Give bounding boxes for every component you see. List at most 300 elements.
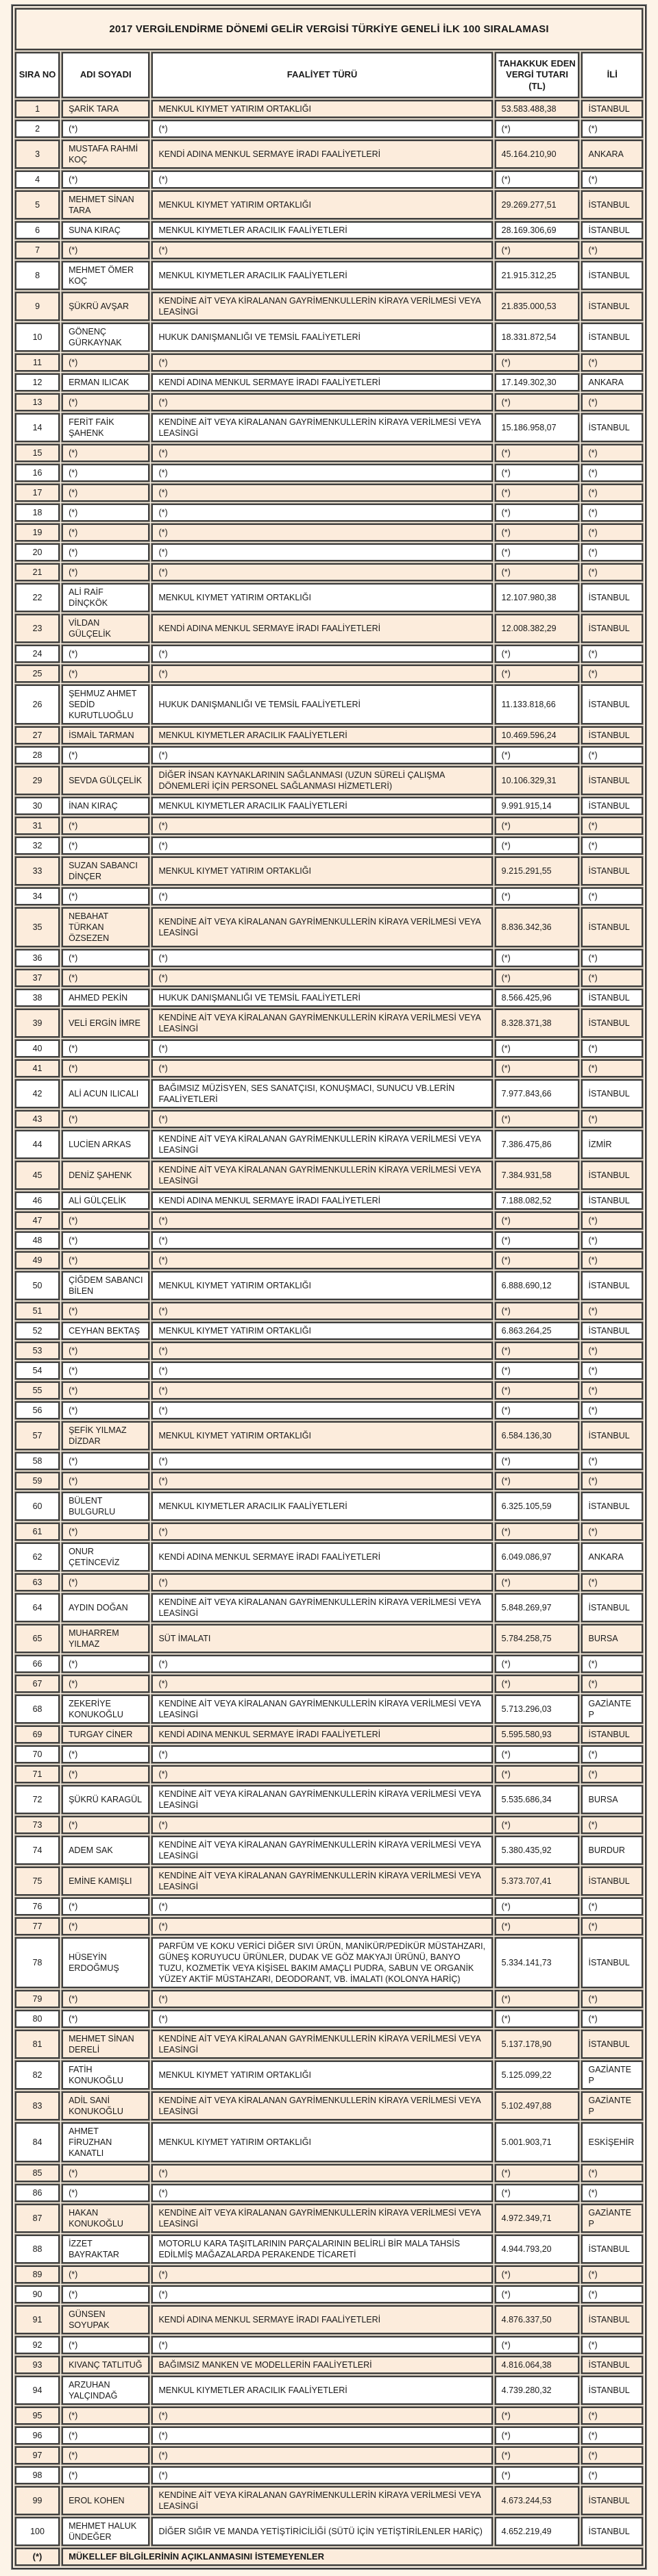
cell-ili: İSTANBUL — [581, 1009, 643, 1038]
table-row — [15, 797, 643, 815]
cell-ili: (*) — [581, 1059, 643, 1077]
table-row — [15, 614, 643, 643]
cell-ili: (*) — [581, 504, 643, 522]
cell-adi-soyadi: (*) — [62, 969, 149, 987]
cell-vergi-tutari: (*) — [495, 1059, 580, 1077]
table-row — [15, 1212, 643, 1229]
cell-adi-soyadi: FATİH KONUKOĞLU — [62, 2061, 149, 2089]
cell-sira-no: 77 — [15, 1917, 60, 1935]
cell-vergi-tutari: (*) — [495, 444, 580, 462]
cell-faaliyet-turu: (*) — [151, 1452, 492, 1470]
cell-ili: (*) — [581, 464, 643, 482]
cell-sira-no: 47 — [15, 1212, 60, 1229]
table-row — [15, 292, 643, 321]
cell-vergi-tutari: 4.673.244,53 — [495, 2486, 580, 2515]
cell-adi-soyadi: ŞÜKRÜ AVŞAR — [62, 292, 149, 321]
cell-faaliyet-turu: (*) — [151, 2285, 492, 2303]
cell-adi-soyadi: (*) — [62, 1523, 149, 1541]
cell-vergi-tutari: 21.835.000,53 — [495, 292, 580, 321]
cell-vergi-tutari: 53.583.488,38 — [495, 100, 580, 118]
table-row — [15, 583, 643, 612]
cell-sira-no: 48 — [15, 1231, 60, 1249]
cell-sira-no: 81 — [15, 2030, 60, 2059]
cell-faaliyet-turu: KENDİNE AİT VEYA KİRALANAN GAYRİMENKULLERİN KİRAYA VERİLMESİ VEYA LEASİNGİ — [151, 1867, 492, 1896]
cell-ili: (*) — [581, 1382, 643, 1399]
cell-faaliyet-turu: (*) — [151, 2427, 492, 2444]
table-row — [15, 685, 643, 724]
cell-faaliyet-turu: (*) — [151, 1472, 492, 1490]
cell-vergi-tutari: 5.137.178,90 — [495, 2030, 580, 2059]
page-title: 2017 VERGİLENDİRME DÖNEMİ GELİR VERGİSİ TÜRKİYE GENELİ İLK 100 SIRALAMASI — [15, 8, 643, 50]
cell-sira-no: 15 — [15, 444, 60, 462]
cell-sira-no: 53 — [15, 1342, 60, 1360]
cell-faaliyet-turu: MENKUL KIYMETLER ARACILIK FAALİYETLERİ — [151, 261, 492, 290]
table-row — [15, 1472, 643, 1490]
cell-vergi-tutari: (*) — [495, 1231, 580, 1249]
cell-ili: İSTANBUL — [581, 191, 643, 219]
cell-sira-no: 95 — [15, 2407, 60, 2425]
cell-ili: (*) — [581, 746, 643, 764]
cell-adi-soyadi: (*) — [62, 817, 149, 835]
table-row — [15, 543, 643, 561]
cell-vergi-tutari: (*) — [495, 837, 580, 855]
cell-vergi-tutari: (*) — [495, 241, 580, 259]
cell-ili: (*) — [581, 1231, 643, 1249]
cell-faaliyet-turu: (*) — [151, 1675, 492, 1693]
table-row — [15, 100, 643, 118]
cell-sira-no: 37 — [15, 969, 60, 987]
cell-adi-soyadi: HÜSEYİN ERDOĞMUŞ — [62, 1937, 149, 1988]
cell-faaliyet-turu: (*) — [151, 1990, 492, 2008]
cell-vergi-tutari: (*) — [495, 1382, 580, 1399]
table-row — [15, 1271, 643, 1300]
cell-adi-soyadi: EROL KOHEN — [62, 2486, 149, 2515]
cell-sira-no: 22 — [15, 583, 60, 612]
cell-adi-soyadi: CEYHAN BEKTAŞ — [62, 1322, 149, 1340]
cell-faaliyet-turu: MOTORLU KARA TAŞITLARININ PARÇALARININ BELİRLİ BİR MALA TAHSİS EDİLMİŞ MAĞAZALARDA PERAKENDE TİCARETİ — [151, 2235, 492, 2264]
column-header-ili: İLİ — [581, 52, 643, 98]
table-row — [15, 2010, 643, 2028]
cell-ili: (*) — [581, 354, 643, 371]
cell-ili: İSTANBUL — [581, 797, 643, 815]
table-row — [15, 393, 643, 411]
cell-sira-no: 8 — [15, 261, 60, 290]
table-row — [15, 1937, 643, 1988]
cell-ili: İSTANBUL — [581, 726, 643, 744]
cell-faaliyet-turu: (*) — [151, 969, 492, 987]
table-row — [15, 2235, 643, 2264]
cell-vergi-tutari: 6.049.086,97 — [495, 1543, 580, 1571]
cell-vergi-tutari: 9.215.291,55 — [495, 857, 580, 885]
cell-faaliyet-turu: KENDİ ADINA MENKUL SERMAYE İRADI FAALİYETLERİ — [151, 2305, 492, 2334]
cell-vergi-tutari: (*) — [495, 1675, 580, 1693]
cell-ili: (*) — [581, 887, 643, 905]
footnote-row — [15, 2548, 643, 2566]
cell-vergi-tutari: 12.008.382,29 — [495, 614, 580, 643]
table-row — [15, 2092, 643, 2120]
cell-vergi-tutari: (*) — [495, 887, 580, 905]
cell-vergi-tutari: 5.102.497,88 — [495, 2092, 580, 2120]
table-row — [15, 140, 643, 169]
cell-ili: BURDUR — [581, 1836, 643, 1865]
cell-adi-soyadi: (*) — [62, 1251, 149, 1269]
cell-sira-no: 35 — [15, 907, 60, 947]
cell-adi-soyadi: MEHMET ÖMER KOÇ — [62, 261, 149, 290]
cell-faaliyet-turu: KENDİNE AİT VEYA KİRALANAN GAYRİMENKULLERİN KİRAYA VERİLMESİ VEYA LEASİNGİ — [151, 1130, 492, 1159]
cell-faaliyet-turu: KENDİ ADINA MENKUL SERMAYE İRADI FAALİYETLERİ — [151, 140, 492, 169]
table-row — [15, 1543, 643, 1571]
cell-ili: ANKARA — [581, 1543, 643, 1571]
cell-adi-soyadi: (*) — [62, 1655, 149, 1673]
table-row — [15, 2061, 643, 2089]
cell-faaliyet-turu: KENDİ ADINA MENKUL SERMAYE İRADI FAALİYETLERİ — [151, 1192, 492, 1210]
cell-adi-soyadi: (*) — [62, 464, 149, 482]
cell-ili: İSTANBUL — [581, 1421, 643, 1450]
cell-faaliyet-turu: BAĞIMSIZ MÜZİSYEN, SES SANATÇISI, KONUŞMACI, SUNUCU VB.LERİN FAALİYETLERİ — [151, 1079, 492, 1108]
cell-adi-soyadi: (*) — [62, 241, 149, 259]
footnote-mark: (*) — [15, 2548, 60, 2566]
cell-adi-soyadi: ALİ ACUN ILICALI — [62, 1079, 149, 1108]
cell-faaliyet-turu: (*) — [151, 354, 492, 371]
cell-adi-soyadi: ÇİĞDEM SABANCI BİLEN — [62, 1271, 149, 1300]
cell-adi-soyadi: AHMET FİRUZHAN KANATLI — [62, 2122, 149, 2162]
cell-faaliyet-turu: (*) — [151, 2184, 492, 2202]
cell-vergi-tutari: 29.269.277,51 — [495, 191, 580, 219]
cell-sira-no: 73 — [15, 1816, 60, 1834]
cell-sira-no: 24 — [15, 645, 60, 663]
cell-ili: İSTANBUL — [581, 1271, 643, 1300]
cell-vergi-tutari: (*) — [495, 746, 580, 764]
table-row — [15, 413, 643, 442]
cell-vergi-tutari: 6.863.264,25 — [495, 1322, 580, 1340]
cell-faaliyet-turu: KENDİ ADINA MENKUL SERMAYE İRADI FAALİYETLERİ — [151, 614, 492, 643]
cell-adi-soyadi: (*) — [62, 2285, 149, 2303]
table-row — [15, 1655, 643, 1673]
cell-adi-soyadi: (*) — [62, 543, 149, 561]
cell-adi-soyadi: (*) — [62, 1382, 149, 1399]
cell-adi-soyadi: İSMAİL TARMAN — [62, 726, 149, 744]
table-row — [15, 2204, 643, 2233]
cell-faaliyet-turu: (*) — [151, 1765, 492, 1783]
cell-sira-no: 71 — [15, 1765, 60, 1783]
tax-ranking-table — [12, 5, 646, 2569]
table-row — [15, 171, 643, 188]
cell-vergi-tutari: (*) — [495, 1472, 580, 1490]
table-row — [15, 2486, 643, 2515]
cell-sira-no: 76 — [15, 1898, 60, 1915]
cell-vergi-tutari: 5.125.099,22 — [495, 2061, 580, 2089]
cell-vergi-tutari: (*) — [495, 1898, 580, 1915]
cell-ili: (*) — [581, 1212, 643, 1229]
cell-vergi-tutari: (*) — [495, 1401, 580, 1419]
cell-adi-soyadi: (*) — [62, 1040, 149, 1057]
cell-vergi-tutari: (*) — [495, 1917, 580, 1935]
cell-vergi-tutari: (*) — [495, 1342, 580, 1360]
cell-ili: İSTANBUL — [581, 1192, 643, 1210]
cell-sira-no: 1 — [15, 100, 60, 118]
cell-sira-no: 25 — [15, 665, 60, 683]
cell-adi-soyadi: VELİ ERGİN İMRE — [62, 1009, 149, 1038]
cell-sira-no: 58 — [15, 1452, 60, 1470]
cell-adi-soyadi: (*) — [62, 444, 149, 462]
cell-vergi-tutari: (*) — [495, 645, 580, 663]
cell-vergi-tutari: (*) — [495, 2427, 580, 2444]
cell-vergi-tutari: 4.876.337,50 — [495, 2305, 580, 2334]
cell-vergi-tutari: 4.652.219,49 — [495, 2517, 580, 2546]
cell-ili: (*) — [581, 1816, 643, 1834]
cell-faaliyet-turu: MENKUL KIYMET YATIRIM ORTAKLIĞI — [151, 1271, 492, 1300]
cell-sira-no: 50 — [15, 1271, 60, 1300]
cell-ili: (*) — [581, 1110, 643, 1128]
cell-vergi-tutari: 5.784.258,75 — [495, 1624, 580, 1653]
table-row — [15, 2427, 643, 2444]
cell-faaliyet-turu: SÜT İMALATI — [151, 1624, 492, 1653]
cell-ili: (*) — [581, 1745, 643, 1763]
cell-ili: İSTANBUL — [581, 766, 643, 795]
column-header-sira-no: SIRA NO — [15, 52, 60, 98]
table-row — [15, 1382, 643, 1399]
cell-ili: (*) — [581, 2266, 643, 2283]
cell-adi-soyadi: TURGAY CİNER — [62, 1726, 149, 1743]
cell-sira-no: 99 — [15, 2486, 60, 2515]
cell-adi-soyadi: (*) — [62, 524, 149, 541]
cell-faaliyet-turu: (*) — [151, 837, 492, 855]
table-row — [15, 2285, 643, 2303]
cell-adi-soyadi: VİLDAN GÜLÇELİK — [62, 614, 149, 643]
table-row — [15, 1593, 643, 1622]
table-row — [15, 1362, 643, 1379]
cell-faaliyet-turu: (*) — [151, 1401, 492, 1419]
cell-adi-soyadi: (*) — [62, 1059, 149, 1077]
cell-vergi-tutari: (*) — [495, 2266, 580, 2283]
cell-sira-no: 49 — [15, 1251, 60, 1269]
cell-vergi-tutari: (*) — [495, 2466, 580, 2484]
table-row — [15, 1492, 643, 1521]
table-row — [15, 444, 643, 462]
cell-adi-soyadi: NEBAHAT TÜRKAN ÖZSEZEN — [62, 907, 149, 947]
cell-ili: (*) — [581, 1573, 643, 1591]
cell-adi-soyadi: SUZAN SABANCI DİNÇER — [62, 857, 149, 885]
cell-ili: İSTANBUL — [581, 2356, 643, 2374]
cell-sira-no: 38 — [15, 989, 60, 1007]
cell-faaliyet-turu: (*) — [151, 1745, 492, 1763]
cell-sira-no: 90 — [15, 2285, 60, 2303]
cell-sira-no: 78 — [15, 1937, 60, 1988]
table-row — [15, 2122, 643, 2162]
cell-faaliyet-turu: KENDİ ADINA MENKUL SERMAYE İRADI FAALİYETLERİ — [151, 373, 492, 391]
table-row — [15, 2336, 643, 2354]
cell-adi-soyadi: (*) — [62, 1917, 149, 1935]
cell-adi-soyadi: (*) — [62, 2336, 149, 2354]
table-row — [15, 1251, 643, 1269]
cell-faaliyet-turu: MENKUL KIYMETLER ARACILIK FAALİYETLERİ — [151, 2376, 492, 2405]
table-row — [15, 1452, 643, 1470]
cell-adi-soyadi: (*) — [62, 645, 149, 663]
cell-vergi-tutari: (*) — [495, 949, 580, 967]
cell-adi-soyadi: ADEM SAK — [62, 1836, 149, 1865]
cell-sira-no: 52 — [15, 1322, 60, 1340]
cell-vergi-tutari: (*) — [495, 464, 580, 482]
cell-sira-no: 5 — [15, 191, 60, 219]
cell-faaliyet-turu: MENKUL KIYMET YATIRIM ORTAKLIĞI — [151, 1322, 492, 1340]
cell-ili: İSTANBUL — [581, 583, 643, 612]
cell-adi-soyadi: İZZET BAYRAKTAR — [62, 2235, 149, 2264]
cell-faaliyet-turu: MENKUL KIYMETLER ARACILIK FAALİYETLERİ — [151, 726, 492, 744]
cell-sira-no: 3 — [15, 140, 60, 169]
cell-adi-soyadi: MUSTAFA RAHMİ KOÇ — [62, 140, 149, 169]
table-row — [15, 2517, 643, 2546]
cell-vergi-tutari: 7.386.475,86 — [495, 1130, 580, 1159]
cell-faaliyet-turu: KENDİ ADINA MENKUL SERMAYE İRADI FAALİYETLERİ — [151, 1543, 492, 1571]
cell-ili: İSTANBUL — [581, 1593, 643, 1622]
cell-sira-no: 19 — [15, 524, 60, 541]
cell-adi-soyadi: (*) — [62, 1472, 149, 1490]
table-row — [15, 1990, 643, 2008]
cell-adi-soyadi: ARZUHAN YALÇINDAĞ — [62, 2376, 149, 2405]
cell-vergi-tutari: 5.334.141,73 — [495, 1937, 580, 1988]
cell-faaliyet-turu: (*) — [151, 543, 492, 561]
cell-vergi-tutari: 12.107.980,38 — [495, 583, 580, 612]
cell-sira-no: 97 — [15, 2446, 60, 2464]
table-row — [15, 2030, 643, 2059]
cell-sira-no: 74 — [15, 1836, 60, 1865]
cell-sira-no: 42 — [15, 1079, 60, 1108]
cell-sira-no: 36 — [15, 949, 60, 967]
cell-sira-no: 55 — [15, 1382, 60, 1399]
cell-adi-soyadi: (*) — [62, 837, 149, 855]
cell-ili: (*) — [581, 969, 643, 987]
cell-ili: İSTANBUL — [581, 413, 643, 442]
cell-ili: (*) — [581, 2427, 643, 2444]
table-row — [15, 120, 643, 138]
cell-sira-no: 64 — [15, 1593, 60, 1622]
cell-ili: İSTANBUL — [581, 2376, 643, 2405]
cell-adi-soyadi: (*) — [62, 2184, 149, 2202]
cell-vergi-tutari: 7.384.931,58 — [495, 1161, 580, 1190]
cell-vergi-tutari: 10.106.329,31 — [495, 766, 580, 795]
cell-vergi-tutari: 4.816.064,38 — [495, 2356, 580, 2374]
cell-ili: (*) — [581, 645, 643, 663]
cell-ili: (*) — [581, 1655, 643, 1673]
cell-adi-soyadi: (*) — [62, 1362, 149, 1379]
cell-vergi-tutari: (*) — [495, 1990, 580, 2008]
cell-vergi-tutari: 8.566.425,96 — [495, 989, 580, 1007]
cell-sira-no: 60 — [15, 1492, 60, 1521]
cell-adi-soyadi: DENİZ ŞAHENK — [62, 1161, 149, 1190]
cell-sira-no: 6 — [15, 221, 60, 239]
cell-ili: (*) — [581, 444, 643, 462]
table-row — [15, 2305, 643, 2334]
cell-adi-soyadi: (*) — [62, 1231, 149, 1249]
cell-sira-no: 43 — [15, 1110, 60, 1128]
cell-faaliyet-turu: MENKUL KIYMET YATIRIM ORTAKLIĞI — [151, 2122, 492, 2162]
cell-vergi-tutari: (*) — [495, 2010, 580, 2028]
cell-ili: İSTANBUL — [581, 221, 643, 239]
table-body — [15, 100, 643, 2546]
cell-ili: (*) — [581, 949, 643, 967]
column-header-vergi-tutari: TAHAKKUK EDEN VERGİ TUTARI (TL) — [495, 52, 580, 98]
cell-vergi-tutari: (*) — [495, 2407, 580, 2425]
cell-vergi-tutari: 6.325.105,59 — [495, 1492, 580, 1521]
cell-sira-no: 4 — [15, 171, 60, 188]
cell-sira-no: 83 — [15, 2092, 60, 2120]
table-row — [15, 2184, 643, 2202]
table-row — [15, 1816, 643, 1834]
cell-ili: İSTANBUL — [581, 1937, 643, 1988]
cell-ili: (*) — [581, 543, 643, 561]
cell-sira-no: 72 — [15, 1785, 60, 1814]
cell-ili: (*) — [581, 1302, 643, 1320]
cell-ili: (*) — [581, 665, 643, 683]
cell-sira-no: 12 — [15, 373, 60, 391]
cell-vergi-tutari: (*) — [495, 1523, 580, 1541]
cell-adi-soyadi: GÜNSEN SOYUPAK — [62, 2305, 149, 2334]
cell-sira-no: 29 — [15, 766, 60, 795]
cell-sira-no: 80 — [15, 2010, 60, 2028]
cell-sira-no: 27 — [15, 726, 60, 744]
table-row — [15, 1836, 643, 1865]
cell-faaliyet-turu: (*) — [151, 1523, 492, 1541]
cell-sira-no: 18 — [15, 504, 60, 522]
cell-sira-no: 100 — [15, 2517, 60, 2546]
cell-vergi-tutari: 9.991.915,14 — [495, 797, 580, 815]
table-row — [15, 1231, 643, 1249]
cell-adi-soyadi: (*) — [62, 1990, 149, 2008]
cell-ili: İSTANBUL — [581, 323, 643, 352]
cell-ili: (*) — [581, 524, 643, 541]
cell-sira-no: 41 — [15, 1059, 60, 1077]
cell-sira-no: 11 — [15, 354, 60, 371]
cell-ili: GAZİANTEP — [581, 1695, 643, 1724]
cell-faaliyet-turu: KENDİNE AİT VEYA KİRALANAN GAYRİMENKULLERİN KİRAYA VERİLMESİ VEYA LEASİNGİ — [151, 1593, 492, 1622]
cell-adi-soyadi: AYDIN DOĞAN — [62, 1593, 149, 1622]
cell-ili: (*) — [581, 2336, 643, 2354]
cell-sira-no: 44 — [15, 1130, 60, 1159]
cell-sira-no: 93 — [15, 2356, 60, 2374]
cell-ili: ESKİŞEHİR — [581, 2122, 643, 2162]
cell-vergi-tutari: (*) — [495, 1302, 580, 1320]
table-row — [15, 969, 643, 987]
cell-faaliyet-turu: MENKUL KIYMET YATIRIM ORTAKLIĞI — [151, 583, 492, 612]
column-header-faaliyet-turu: FAALİYET TÜRÜ — [151, 52, 492, 98]
cell-sira-no: 98 — [15, 2466, 60, 2484]
cell-faaliyet-turu: (*) — [151, 444, 492, 462]
cell-faaliyet-turu: KENDİNE AİT VEYA KİRALANAN GAYRİMENKULLERİN KİRAYA VERİLMESİ VEYA LEASİNGİ — [151, 1009, 492, 1038]
cell-ili: (*) — [581, 1401, 643, 1419]
table-row — [15, 907, 643, 947]
cell-adi-soyadi: LUCİEN ARKAS — [62, 1130, 149, 1159]
table-row — [15, 887, 643, 905]
cell-faaliyet-turu: KENDİNE AİT VEYA KİRALANAN GAYRİMENKULLERİN KİRAYA VERİLMESİ VEYA LEASİNGİ — [151, 2204, 492, 2233]
cell-adi-soyadi: MEHMET SİNAN DERELİ — [62, 2030, 149, 2059]
cell-faaliyet-turu: DİĞER SIĞIR VE MANDA YETİŞTİRİCİLİĞİ (SÜTÜ İÇİN YETİŞTİRİLENLER HARİÇ) — [151, 2517, 492, 2546]
cell-faaliyet-turu: MENKUL KIYMETLER ARACILIK FAALİYETLERİ — [151, 1492, 492, 1521]
cell-ili: ANKARA — [581, 373, 643, 391]
cell-adi-soyadi: ADİL SANİ KONUKOĞLU — [62, 2092, 149, 2120]
cell-adi-soyadi: (*) — [62, 2427, 149, 2444]
table-row — [15, 1898, 643, 1915]
cell-vergi-tutari: (*) — [495, 1251, 580, 1269]
cell-adi-soyadi: (*) — [62, 1573, 149, 1591]
cell-faaliyet-turu: (*) — [151, 1212, 492, 1229]
cell-ili: İSTANBUL — [581, 1079, 643, 1108]
cell-faaliyet-turu: (*) — [151, 1342, 492, 1360]
cell-sira-no: 31 — [15, 817, 60, 835]
cell-adi-soyadi: MUHARREM YILMAZ — [62, 1624, 149, 1653]
cell-faaliyet-turu: KENDİNE AİT VEYA KİRALANAN GAYRİMENKULLERİN KİRAYA VERİLMESİ VEYA LEASİNGİ — [151, 413, 492, 442]
cell-adi-soyadi: (*) — [62, 1816, 149, 1834]
cell-faaliyet-turu: (*) — [151, 171, 492, 188]
